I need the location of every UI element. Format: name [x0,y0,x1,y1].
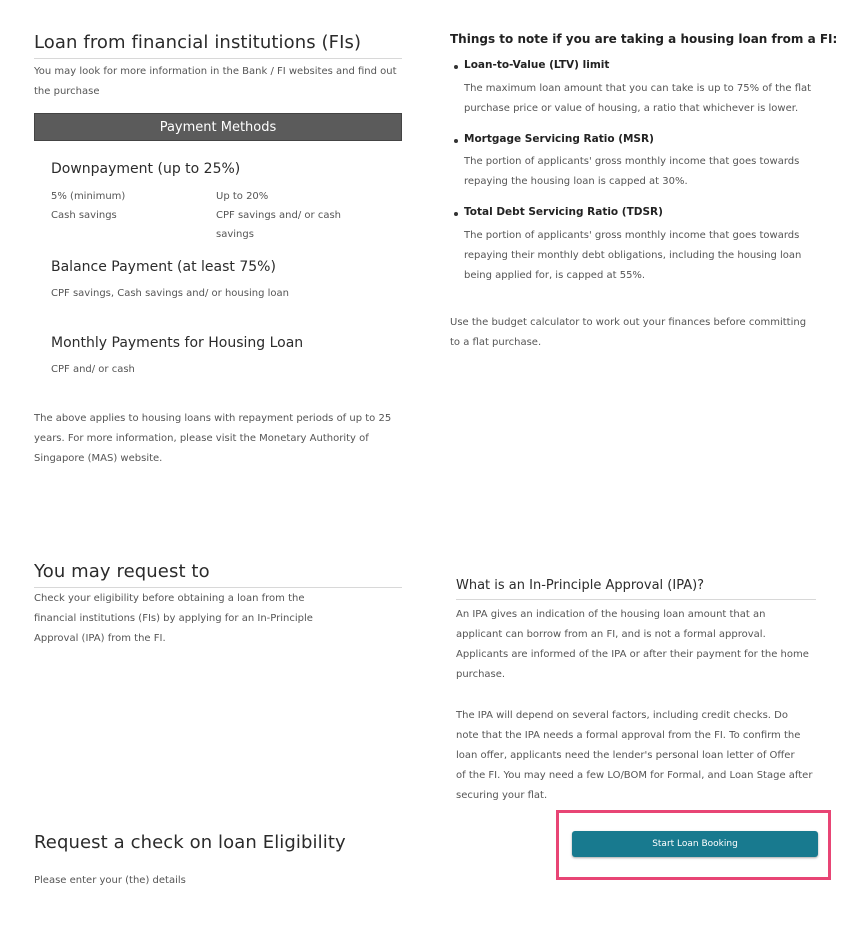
ipa-line: applicant can borrow from an FI, and is not a formal approval. [456,629,766,640]
request-title: You may request to [34,561,210,582]
bullet-icon [454,65,458,69]
downpayment-row-2-right: CPF savings and/ or cash [216,210,341,221]
bullet-icon [454,212,458,216]
divider [34,587,402,588]
balance-title: Balance Payment (at least 75%) [51,259,276,275]
ltv-line: The maximum loan amount that you can take is up to 75% of the flat [464,83,812,94]
ipa-paragraph-1 [456,605,821,685]
downpayment-row-1-right: Up to 20% [216,191,269,202]
downpayment-title: Downpayment (up to 25%) [51,161,241,177]
ltv-line: purchase price or value of housing, a ratio that whichever is lower. [464,103,799,114]
budget-paragraph [450,313,825,353]
msr-title: Mortgage Servicing Ratio (MSR) [464,133,654,145]
things-title: Things to note if you are taking a housing loan from a FI: [450,32,838,46]
budget-line: Use the budget calculator to work out your finances before committing [450,317,807,328]
note-line: The above applies to housing loans with repayment periods of up to 25 [34,413,392,424]
ltv-title: Loan-to-Value (LTV) limit [464,59,610,71]
ipa-line: loan offer, applicants need the lender's personal loan letter of Offer [456,750,795,761]
ipa-paragraph-2 [456,706,821,806]
start-loan-booking-button[interactable]: Start Loan Booking [572,831,818,857]
note-line: years. For more information, please visit the Monetary Authority of [34,433,369,444]
tdsr-line: The portion of applicants' gross monthly income that goes towards [464,230,800,241]
note-paragraph [34,409,409,469]
tdsr-text [464,226,824,286]
ipa-line: Applicants are informed of the IPA or after their payment for the home [456,649,809,660]
request-line: Approval (IPA) from the FI. [34,633,166,644]
ipa-line: securing your flat. [456,790,548,801]
ipa-line: An IPA gives an indication of the housing loan amount that an [456,609,766,620]
eligibility-text: Please enter your (the) details [34,875,186,886]
downpayment-row-1-left: 5% (minimum) [51,191,126,202]
eligibility-title: Request a check on loan Eligibility [34,832,346,853]
tdsr-title: Total Debt Servicing Ratio (TDSR) [464,206,663,218]
request-line: financial institutions (FIs) by applying for an In-Principle [34,613,313,624]
monthly-text: CPF and/ or cash [51,364,135,375]
divider [456,599,816,600]
ipa-line: The IPA will depend on several factors, including credit checks. Do [456,710,788,721]
balance-text: CPF savings, Cash savings and/ or housing loan [51,288,289,299]
loan-fi-title: Loan from financial institutions (FIs) [34,32,362,53]
msr-text [464,152,824,192]
divider [34,58,402,59]
msr-line: The portion of applicants' gross monthly income that goes towards [464,156,800,167]
ipa-line: of the FI. You may need a few LO/BOM for Formal, and Loan Stage after [456,770,813,781]
request-line: Check your eligibility before obtaining a loan from the [34,593,305,604]
monthly-title: Monthly Payments for Housing Loan [51,335,304,351]
payment-methods-bar: Payment Methods [34,113,402,141]
msr-line: repaying the housing loan is capped at 30%. [464,176,688,187]
ltv-text [464,79,824,119]
note-line: Singapore (MAS) website. [34,453,163,464]
loan-fi-intro: You may look for more information in the Bank / FI websites and find out the purchase [34,66,397,97]
bullet-icon [454,139,458,143]
budget-line: to a flat purchase. [450,337,542,348]
ipa-line: note that the IPA needs a formal approval from the FI. To confirm the [456,730,801,741]
downpayment-row-2-left: Cash savings [51,210,117,221]
ipa-title: What is an In-Principle Approval (IPA)? [456,578,705,593]
request-paragraph [34,589,404,649]
downpayment-row-3-right: savings [216,229,254,240]
ipa-line: purchase. [456,669,506,680]
tdsr-line: being applied for, is capped at 55%. [464,270,646,281]
tdsr-line: repaying their monthly debt obligations, including the housing loan [464,250,802,261]
